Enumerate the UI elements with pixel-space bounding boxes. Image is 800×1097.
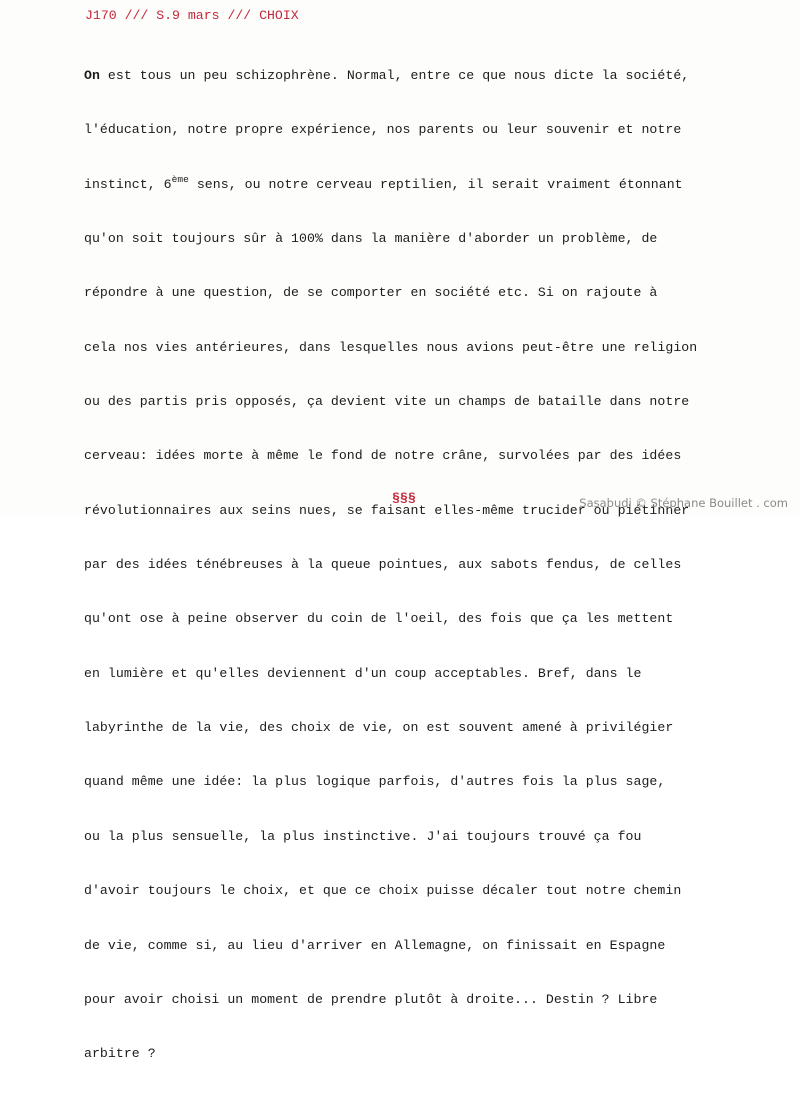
text-line-3: instinct, 6ème sens, ou notre cerveau reptilien, il serait vraiment étonnant: [84, 173, 683, 192]
text-line-13: labyrinthe de la vie, des choix de vie, on est souvent amené à privilégier: [84, 720, 674, 736]
entry-header: J170 /// S.9 mars /// CHOIX: [85, 8, 299, 23]
text-line-11: qu'ont ose à peine observer du coin de l'oeil, des fois que ça les mettent: [84, 611, 674, 627]
text-line-5: répondre à une question, de se comporter en société etc. Si on rajoute à: [84, 285, 658, 301]
entry-body: [84, 34, 784, 1097]
superscript-eme: ème: [171, 173, 189, 185]
text-line-7: ou des partis pris opposés, ça devient vite un champs de bataille dans notre: [84, 394, 690, 410]
text-line-19: arbitre ?: [84, 1046, 156, 1062]
text-line-17: de vie, comme si, au lieu d'arriver en Allemagne, on finissait en Espagne: [84, 937, 666, 953]
text-line-12: en lumière et qu'elles deviennent d'un coup acceptables. Bref, dans le: [84, 665, 642, 681]
text-line-10: par des idées ténébreuses à la queue pointues, aux sabots fendus, de celles: [84, 557, 682, 573]
section-separator: §§§: [392, 491, 416, 506]
text-line-8: cerveau: idées morte à même le fond de notre crâne, survolées par des idées: [84, 448, 682, 464]
text-line-14: quand même une idée: la plus logique parfois, d'autres fois la plus sage,: [84, 774, 666, 790]
text-line-1: On est tous un peu schizophrène. Normal, entre ce que nous dicte la société,: [84, 68, 690, 83]
text-line-9: révolutionnaires aux seins nues, se faisant elles-même trucider ou piétinner: [84, 502, 690, 518]
text-line-16: d'avoir toujours le choix, et que ce choix puisse décaler tout notre chemin: [84, 883, 682, 899]
text-line-15: ou la plus sensuelle, la plus instinctive. J'ai toujours trouvé ça fou: [84, 828, 642, 844]
text-line-18: pour avoir choisi un moment de prendre plutôt à droite... Destin ? Libre: [84, 991, 658, 1007]
copyright-watermark: Sasabudi © Stéphane Bouillet . com: [579, 496, 788, 510]
text-line-2: l'éducation, notre propre expérience, nos parents ou leur souvenir et notre: [84, 122, 682, 138]
text-line-6: cela nos vies antérieures, dans lesquelles nous avions peut-être une religion: [84, 339, 698, 355]
text-line-4: qu'on soit toujours sûr à 100% dans la manière d'aborder un problème, de: [84, 231, 658, 247]
